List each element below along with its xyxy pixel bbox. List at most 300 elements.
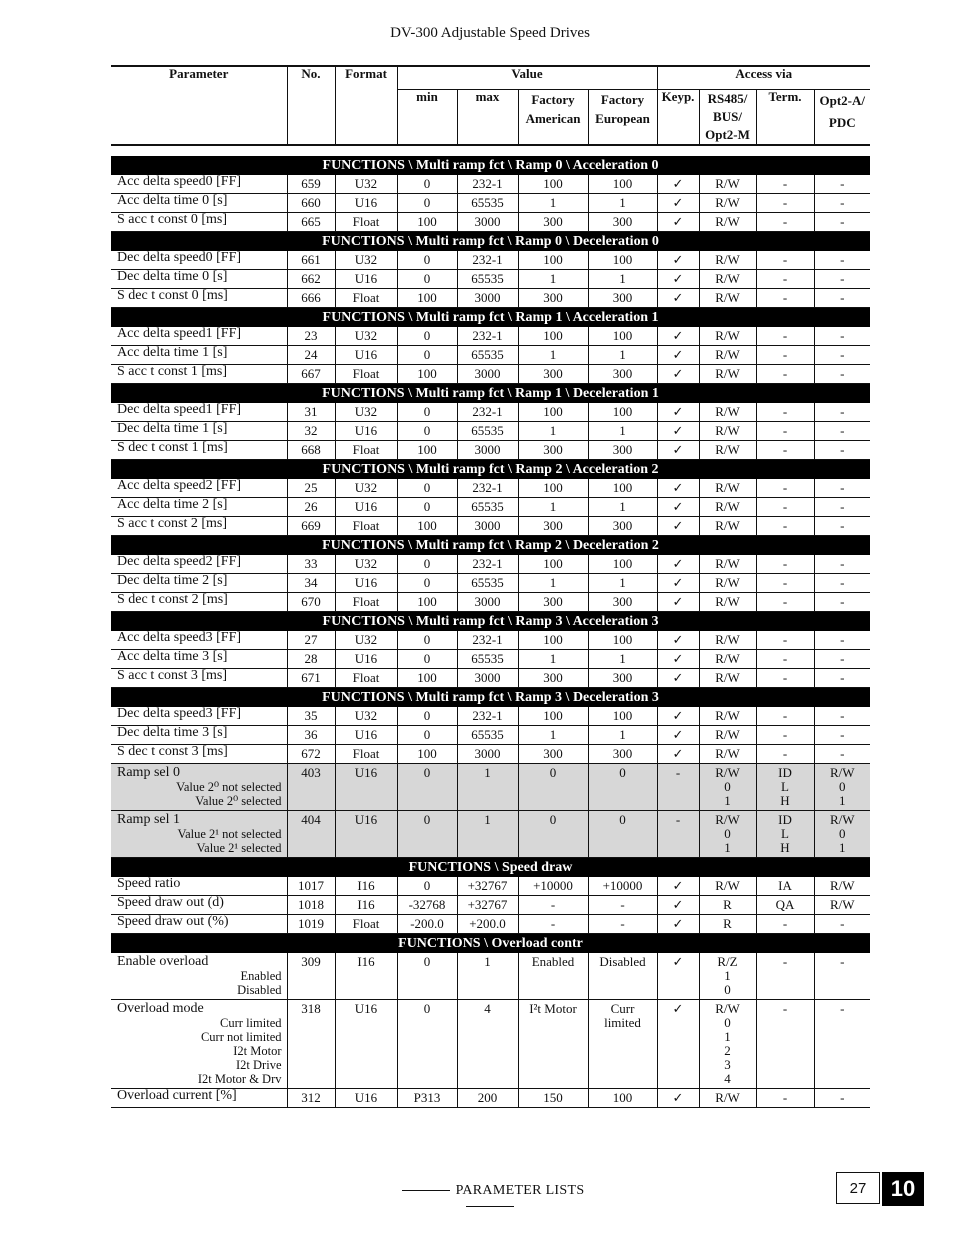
param-max: 65535 bbox=[457, 346, 518, 365]
param-max: 4 bbox=[457, 1000, 518, 1089]
param-bus-access: R/W bbox=[699, 213, 756, 232]
param-opt2-access: - bbox=[814, 194, 870, 213]
param-min: 0 bbox=[397, 270, 457, 289]
param-opt2-access bbox=[814, 811, 870, 858]
param-max: 3000 bbox=[457, 745, 518, 764]
param-bus-access-line: 0 bbox=[724, 982, 731, 997]
param-terminal-access: - bbox=[756, 403, 814, 422]
param-name-cell bbox=[111, 194, 287, 213]
param-name: Dec delta time 2 [s] bbox=[117, 573, 228, 588]
param-opt2-access: - bbox=[814, 289, 870, 308]
param-terminal-access: QA bbox=[756, 896, 814, 915]
param-factory-american: 300 bbox=[518, 669, 588, 688]
param-factory-european: Disabled bbox=[588, 953, 657, 1000]
param-option: I2t Motor bbox=[233, 1044, 282, 1058]
param-bus-access-line: R/Z bbox=[717, 954, 738, 969]
param-option: Value 2¹ not selected bbox=[177, 827, 282, 841]
param-format: Float bbox=[335, 593, 397, 612]
param-terminal-access-line: L bbox=[781, 826, 789, 841]
param-max: +32767 bbox=[457, 877, 518, 896]
table-row bbox=[111, 1089, 870, 1108]
param-max: 232-1 bbox=[457, 327, 518, 346]
param-factory-american: 300 bbox=[518, 441, 588, 460]
param-bus-access: R/W bbox=[699, 422, 756, 441]
param-max: 65535 bbox=[457, 574, 518, 593]
param-opt2-access: - bbox=[814, 555, 870, 574]
section-title: FUNCTIONS \ Multi ramp fct \ Ramp 0 \ Acceleration 0 bbox=[111, 156, 870, 175]
param-max: +200.0 bbox=[457, 915, 518, 934]
section-title: FUNCTIONS \ Multi ramp fct \ Ramp 3 \ Deceleration 3 bbox=[111, 688, 870, 708]
param-min: 100 bbox=[397, 213, 457, 232]
param-max: 232-1 bbox=[457, 707, 518, 726]
param-name: Acc delta time 3 [s] bbox=[117, 649, 228, 664]
param-terminal-access: - bbox=[756, 1089, 814, 1108]
param-name-cell bbox=[111, 953, 287, 1000]
col-header-rs485: RS485/ BUS/ Opt2-M bbox=[699, 90, 756, 146]
param-bus-access: R/W bbox=[699, 441, 756, 460]
param-name: Dec delta speed3 [FF] bbox=[117, 706, 242, 721]
param-factory-american: 100 bbox=[518, 631, 588, 650]
param-format: Float bbox=[335, 915, 397, 934]
param-min: 0 bbox=[397, 574, 457, 593]
param-keypad-access: ✓ bbox=[657, 175, 699, 194]
param-min: 100 bbox=[397, 669, 457, 688]
param-name: Ramp sel 0 bbox=[117, 765, 180, 780]
param-name-cell bbox=[111, 555, 287, 574]
param-number: 667 bbox=[287, 365, 335, 384]
param-factory-american: 300 bbox=[518, 213, 588, 232]
param-opt2-access: - bbox=[814, 517, 870, 536]
param-terminal-access: - bbox=[756, 327, 814, 346]
section-header bbox=[111, 858, 870, 878]
param-factory-european: 100 bbox=[588, 251, 657, 270]
param-min: 0 bbox=[397, 555, 457, 574]
param-option: Value 2¹ selected bbox=[196, 841, 282, 855]
param-keypad-access: ✓ bbox=[657, 707, 699, 726]
param-min: -32768 bbox=[397, 896, 457, 915]
param-name-cell bbox=[111, 403, 287, 422]
param-opt2-access: R/W bbox=[814, 877, 870, 896]
param-name-cell bbox=[111, 1000, 287, 1089]
param-name-cell bbox=[111, 289, 287, 308]
param-opt2-access: - bbox=[814, 403, 870, 422]
param-number: 318 bbox=[287, 1000, 335, 1089]
param-format: U16 bbox=[335, 498, 397, 517]
param-name: Enable overload bbox=[117, 954, 209, 969]
param-name-cell bbox=[111, 593, 287, 612]
table-row bbox=[111, 707, 870, 726]
param-max: 232-1 bbox=[457, 555, 518, 574]
param-min: 0 bbox=[397, 327, 457, 346]
param-bus-access-line: 0 bbox=[724, 1015, 731, 1030]
param-opt2-access: - bbox=[814, 631, 870, 650]
param-terminal-access: - bbox=[756, 953, 814, 1000]
param-min: 0 bbox=[397, 251, 457, 270]
param-name: S dec t const 1 [ms] bbox=[117, 440, 228, 455]
param-format: U16 bbox=[335, 1089, 397, 1108]
param-factory-american: Enabled bbox=[518, 953, 588, 1000]
param-name: Acc delta time 2 [s] bbox=[117, 497, 228, 512]
param-keypad-access: ✓ bbox=[657, 517, 699, 536]
param-keypad-access: ✓ bbox=[657, 346, 699, 365]
param-min: 100 bbox=[397, 441, 457, 460]
param-min: 100 bbox=[397, 517, 457, 536]
param-factory-european: 1 bbox=[588, 346, 657, 365]
param-format: U32 bbox=[335, 175, 397, 194]
param-name-cell bbox=[111, 441, 287, 460]
col-header-keyp: Keyp. bbox=[657, 90, 699, 146]
param-terminal-access-line: H bbox=[780, 840, 790, 855]
param-name: Acc delta time 1 [s] bbox=[117, 345, 228, 360]
param-bus-access: R bbox=[699, 915, 756, 934]
param-factory-american: 1 bbox=[518, 194, 588, 213]
param-terminal-access-line: ID bbox=[778, 812, 792, 827]
param-format: I16 bbox=[335, 896, 397, 915]
param-format: I16 bbox=[335, 877, 397, 896]
param-option: Value 2⁰ not selected bbox=[176, 780, 282, 794]
param-keypad-access: ✓ bbox=[657, 441, 699, 460]
param-min: 0 bbox=[397, 175, 457, 194]
param-bus-access: R/W bbox=[699, 745, 756, 764]
param-format: Float bbox=[335, 289, 397, 308]
parameter-table bbox=[111, 65, 870, 1108]
table-row bbox=[111, 517, 870, 536]
table-row bbox=[111, 365, 870, 384]
param-factory-european: 300 bbox=[588, 745, 657, 764]
param-bus-access: R/W bbox=[699, 650, 756, 669]
param-terminal-access: - bbox=[756, 631, 814, 650]
param-bus-access: R/W bbox=[699, 403, 756, 422]
param-number: 25 bbox=[287, 479, 335, 498]
param-format: Float bbox=[335, 441, 397, 460]
param-factory-european-line: limited bbox=[604, 1015, 641, 1030]
param-number: 665 bbox=[287, 213, 335, 232]
param-terminal-access: - bbox=[756, 213, 814, 232]
param-terminal-access: - bbox=[756, 915, 814, 934]
param-factory-european: 1 bbox=[588, 650, 657, 669]
param-factory-european: 1 bbox=[588, 194, 657, 213]
param-name-cell bbox=[111, 650, 287, 669]
section-title: FUNCTIONS \ Speed draw bbox=[111, 858, 870, 878]
param-terminal-access: - bbox=[756, 498, 814, 517]
param-opt2-access-line: R/W bbox=[829, 812, 855, 827]
param-bus-access-line: 1 bbox=[724, 968, 731, 983]
param-min: 0 bbox=[397, 631, 457, 650]
param-factory-american: 100 bbox=[518, 251, 588, 270]
param-name: S dec t const 0 [ms] bbox=[117, 288, 228, 303]
param-max: 232-1 bbox=[457, 631, 518, 650]
param-opt2-access: - bbox=[814, 707, 870, 726]
param-max: 65535 bbox=[457, 498, 518, 517]
param-number: 1019 bbox=[287, 915, 335, 934]
param-name-cell bbox=[111, 365, 287, 384]
param-number: 36 bbox=[287, 726, 335, 745]
param-keypad-access: ✓ bbox=[657, 194, 699, 213]
param-bus-access-line: 2 bbox=[724, 1043, 731, 1058]
param-opt2-access-line: 1 bbox=[839, 793, 846, 808]
param-terminal-access: - bbox=[756, 441, 814, 460]
param-name-cell bbox=[111, 1089, 287, 1108]
param-format: U16 bbox=[335, 726, 397, 745]
param-name: Speed ratio bbox=[117, 876, 181, 891]
param-keypad-access: ✓ bbox=[657, 422, 699, 441]
param-factory-european: 0 bbox=[588, 764, 657, 811]
param-factory-american: 300 bbox=[518, 517, 588, 536]
col-header-format: Format bbox=[335, 66, 397, 145]
table-row bbox=[111, 441, 870, 460]
section-header bbox=[111, 156, 870, 175]
param-number: 671 bbox=[287, 669, 335, 688]
param-number: 26 bbox=[287, 498, 335, 517]
param-option: I2t Drive bbox=[236, 1058, 282, 1072]
param-format: U16 bbox=[335, 346, 397, 365]
table-row bbox=[111, 346, 870, 365]
param-name-cell bbox=[111, 422, 287, 441]
param-option: Disabled bbox=[237, 983, 282, 997]
param-factory-american: 100 bbox=[518, 175, 588, 194]
param-min: 0 bbox=[397, 403, 457, 422]
param-min: 0 bbox=[397, 194, 457, 213]
param-name-cell bbox=[111, 631, 287, 650]
table-row bbox=[111, 953, 870, 1000]
param-name: Acc delta speed1 [FF] bbox=[117, 326, 242, 341]
param-terminal-access: - bbox=[756, 726, 814, 745]
param-number: 28 bbox=[287, 650, 335, 669]
section-title: FUNCTIONS \ Multi ramp fct \ Ramp 1 \ Acceleration 1 bbox=[111, 308, 870, 328]
param-keypad-access: ✓ bbox=[657, 726, 699, 745]
param-name: Dec delta time 3 [s] bbox=[117, 725, 228, 740]
param-opt2-access: - bbox=[814, 726, 870, 745]
param-bus-access-line: 1 bbox=[724, 1029, 731, 1044]
param-terminal-access: - bbox=[756, 593, 814, 612]
param-min: 0 bbox=[397, 498, 457, 517]
param-keypad-access: ✓ bbox=[657, 479, 699, 498]
param-bus-access: R/W bbox=[699, 877, 756, 896]
section-header bbox=[111, 934, 870, 954]
param-bus-access: R/W bbox=[699, 517, 756, 536]
param-min: 0 bbox=[397, 422, 457, 441]
param-keypad-access: - bbox=[657, 764, 699, 811]
param-opt2-access: - bbox=[814, 745, 870, 764]
param-min: 0 bbox=[397, 726, 457, 745]
param-terminal-access: - bbox=[756, 669, 814, 688]
param-factory-european: 300 bbox=[588, 441, 657, 460]
param-terminal-access: - bbox=[756, 270, 814, 289]
param-format: U32 bbox=[335, 707, 397, 726]
param-number: 27 bbox=[287, 631, 335, 650]
param-name-cell bbox=[111, 726, 287, 745]
param-factory-european: 1 bbox=[588, 422, 657, 441]
page-title: DV-300 Adjustable Speed Drives bbox=[390, 25, 590, 41]
param-terminal-access: IA bbox=[756, 877, 814, 896]
param-bus-access: R/W bbox=[699, 251, 756, 270]
param-factory-european: 300 bbox=[588, 213, 657, 232]
param-name: Acc delta time 0 [s] bbox=[117, 193, 228, 208]
param-name-cell bbox=[111, 327, 287, 346]
param-max: 1 bbox=[457, 764, 518, 811]
table-row bbox=[111, 289, 870, 308]
param-name: Overload mode bbox=[117, 1001, 204, 1016]
param-keypad-access: ✓ bbox=[657, 631, 699, 650]
table-row bbox=[111, 811, 870, 858]
param-number: 31 bbox=[287, 403, 335, 422]
param-factory-european: 300 bbox=[588, 517, 657, 536]
param-keypad-access: ✓ bbox=[657, 213, 699, 232]
param-max: 200 bbox=[457, 1089, 518, 1108]
param-name: Dec delta speed2 [FF] bbox=[117, 554, 242, 569]
table-row bbox=[111, 877, 870, 896]
param-name: S dec t const 3 [ms] bbox=[117, 744, 228, 759]
param-max: +32767 bbox=[457, 896, 518, 915]
table-row bbox=[111, 764, 870, 811]
param-format: U32 bbox=[335, 403, 397, 422]
param-keypad-access: ✓ bbox=[657, 1000, 699, 1089]
param-max: 232-1 bbox=[457, 175, 518, 194]
param-factory-american: 100 bbox=[518, 327, 588, 346]
param-bus-access: R/W bbox=[699, 498, 756, 517]
table-row bbox=[111, 213, 870, 232]
param-format: U32 bbox=[335, 479, 397, 498]
param-terminal-access-line: ID bbox=[778, 765, 792, 780]
param-min: 100 bbox=[397, 289, 457, 308]
param-bus-access-line: 0 bbox=[724, 779, 731, 794]
table-row bbox=[111, 915, 870, 934]
param-number: 24 bbox=[287, 346, 335, 365]
table-row bbox=[111, 479, 870, 498]
param-max: 3000 bbox=[457, 289, 518, 308]
param-max: 3000 bbox=[457, 365, 518, 384]
param-number: 34 bbox=[287, 574, 335, 593]
param-bus-access-line: 4 bbox=[724, 1071, 731, 1086]
param-opt2-access bbox=[814, 764, 870, 811]
param-terminal-access: - bbox=[756, 745, 814, 764]
section-header bbox=[111, 384, 870, 404]
param-bus-access: R/W bbox=[699, 194, 756, 213]
param-keypad-access: - bbox=[657, 811, 699, 858]
param-opt2-access: - bbox=[814, 574, 870, 593]
param-terminal-access-line: H bbox=[780, 793, 790, 808]
param-min: 0 bbox=[397, 1000, 457, 1089]
param-name: Dec delta time 0 [s] bbox=[117, 269, 228, 284]
param-factory-european: +10000 bbox=[588, 877, 657, 896]
param-opt2-access-line: R/W bbox=[829, 765, 855, 780]
param-name: Overload current [%] bbox=[117, 1088, 237, 1103]
table-row bbox=[111, 669, 870, 688]
param-bus-access: R bbox=[699, 896, 756, 915]
param-terminal-access bbox=[756, 811, 814, 858]
param-min: 100 bbox=[397, 365, 457, 384]
param-max: 65535 bbox=[457, 194, 518, 213]
col-header-min: min bbox=[397, 90, 457, 146]
section-header bbox=[111, 232, 870, 252]
param-max: 3000 bbox=[457, 669, 518, 688]
param-bus-access: R/W bbox=[699, 327, 756, 346]
param-bus-access: R/W bbox=[699, 289, 756, 308]
param-factory-american: 1 bbox=[518, 346, 588, 365]
param-factory-american: 300 bbox=[518, 289, 588, 308]
param-factory-american: I²t Motor bbox=[518, 1000, 588, 1089]
param-name-cell bbox=[111, 346, 287, 365]
section-header bbox=[111, 612, 870, 632]
param-terminal-access bbox=[756, 764, 814, 811]
param-bus-access bbox=[699, 764, 756, 811]
section-header bbox=[111, 688, 870, 708]
param-number: 404 bbox=[287, 811, 335, 858]
param-number: 660 bbox=[287, 194, 335, 213]
param-name-cell bbox=[111, 213, 287, 232]
param-number: 35 bbox=[287, 707, 335, 726]
table-row bbox=[111, 896, 870, 915]
param-keypad-access: ✓ bbox=[657, 574, 699, 593]
param-name: Ramp sel 1 bbox=[117, 812, 180, 827]
param-factory-european: 1 bbox=[588, 726, 657, 745]
param-factory-european-line: Curr bbox=[610, 1001, 635, 1016]
param-name-cell bbox=[111, 251, 287, 270]
param-min: -200.0 bbox=[397, 915, 457, 934]
param-name: Acc delta speed2 [FF] bbox=[117, 478, 242, 493]
param-bus-access: R/W bbox=[699, 593, 756, 612]
table-row bbox=[111, 631, 870, 650]
param-name-cell bbox=[111, 270, 287, 289]
param-opt2-access: - bbox=[814, 479, 870, 498]
param-number: 32 bbox=[287, 422, 335, 441]
param-format: U16 bbox=[335, 422, 397, 441]
param-factory-european: 100 bbox=[588, 403, 657, 422]
param-opt2-access: - bbox=[814, 669, 870, 688]
param-factory-european: 0 bbox=[588, 811, 657, 858]
param-format: U32 bbox=[335, 251, 397, 270]
table-row bbox=[111, 251, 870, 270]
param-bus-access: R/W bbox=[699, 631, 756, 650]
param-name: Acc delta speed0 [FF] bbox=[117, 174, 242, 189]
table-row bbox=[111, 175, 870, 194]
param-opt2-access: - bbox=[814, 422, 870, 441]
param-name: Speed draw out (d) bbox=[117, 895, 224, 910]
param-max: 3000 bbox=[457, 441, 518, 460]
param-factory-american: 100 bbox=[518, 479, 588, 498]
param-keypad-access: ✓ bbox=[657, 1089, 699, 1108]
param-number: 33 bbox=[287, 555, 335, 574]
param-name-cell bbox=[111, 745, 287, 764]
param-terminal-access-line: L bbox=[781, 779, 789, 794]
param-max: 65535 bbox=[457, 270, 518, 289]
param-bus-access: R/W bbox=[699, 346, 756, 365]
col-header-opt2: Opt2-A/ PDC bbox=[814, 90, 870, 146]
param-terminal-access: - bbox=[756, 422, 814, 441]
param-opt2-access: - bbox=[814, 1089, 870, 1108]
param-factory-european: 100 bbox=[588, 327, 657, 346]
param-min: 0 bbox=[397, 877, 457, 896]
param-format: Float bbox=[335, 365, 397, 384]
param-factory-european: 100 bbox=[588, 707, 657, 726]
footer-label-text: PARAMETER LISTS bbox=[455, 1183, 585, 1198]
param-name-cell bbox=[111, 175, 287, 194]
param-factory-american: 1 bbox=[518, 498, 588, 517]
param-format: Float bbox=[335, 745, 397, 764]
param-bus-access: R/W bbox=[699, 1089, 756, 1108]
param-keypad-access: ✓ bbox=[657, 953, 699, 1000]
param-bus-access bbox=[699, 1000, 756, 1089]
table-row bbox=[111, 327, 870, 346]
param-name-cell bbox=[111, 811, 287, 858]
param-opt2-access-line: 1 bbox=[839, 840, 846, 855]
param-min: P313 bbox=[397, 1089, 457, 1108]
param-opt2-access: - bbox=[814, 915, 870, 934]
param-opt2-access: - bbox=[814, 251, 870, 270]
param-factory-european: 300 bbox=[588, 365, 657, 384]
section-header bbox=[111, 536, 870, 556]
table-row bbox=[111, 745, 870, 764]
